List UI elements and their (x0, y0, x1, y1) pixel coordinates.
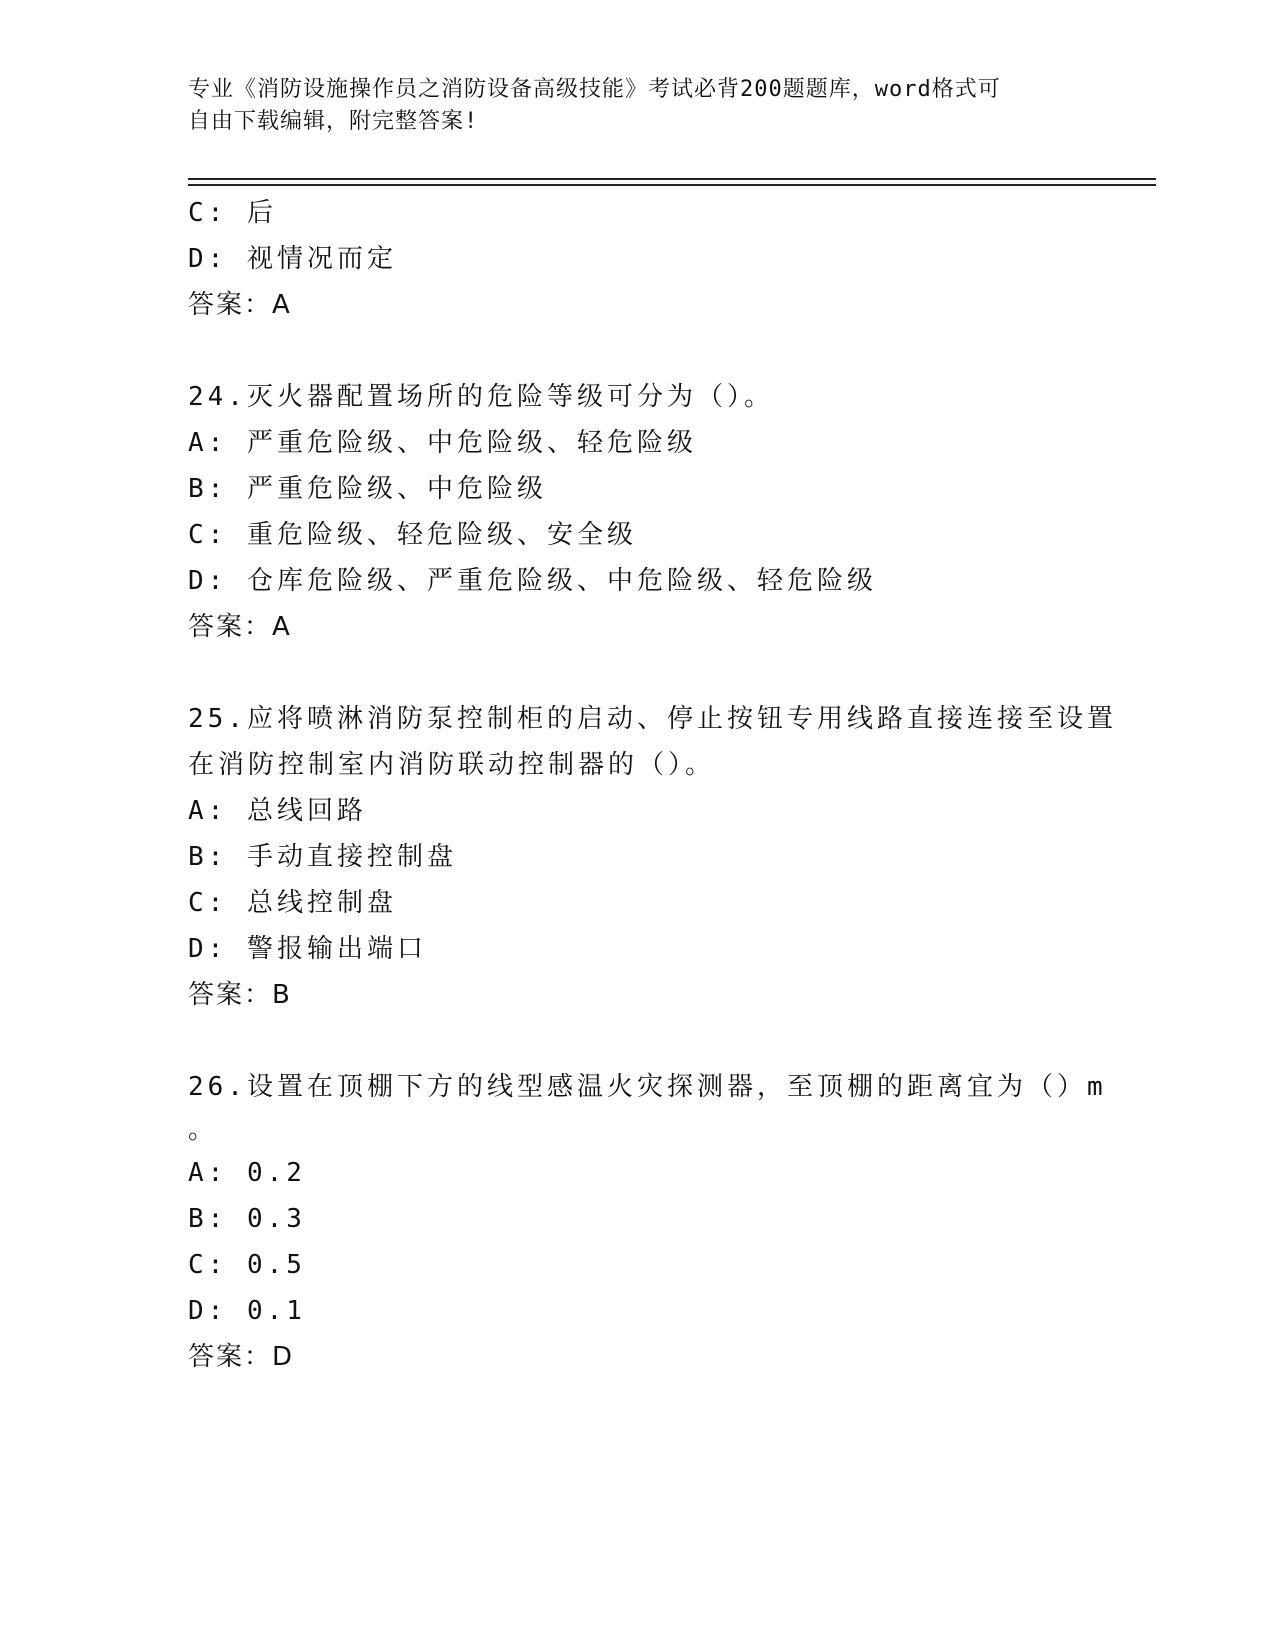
option-c: C: 重危险级、轻危险级、安全级 (188, 520, 637, 550)
option-d: D: 视情况而定 (188, 244, 397, 274)
option-a: A: 严重危险级、中危险级、轻危险级 (188, 428, 697, 458)
header-line-2: 自由下载编辑，附完整答案! (188, 109, 479, 134)
question-24 (188, 374, 1088, 650)
question-stem: 24.灭火器配置场所的危险等级可分为（）。 (188, 382, 774, 412)
question-23-continued (188, 190, 1088, 328)
header-divider-top (188, 178, 1156, 180)
option-c: C: 总线控制盘 (188, 888, 397, 918)
question-26 (188, 1064, 1107, 1380)
option-a: A: 总线回路 (188, 796, 367, 826)
question-stem-line-2: 。 (188, 1115, 219, 1145)
answer-line: 答案：A (188, 290, 292, 320)
question-25 (188, 696, 1117, 1018)
option-c: C: 0.5 (188, 1250, 306, 1280)
spacer (188, 1018, 1088, 1064)
answer-line: 答案：D (188, 1342, 295, 1372)
option-c: C: 后 (188, 198, 277, 228)
option-a: A: 0.2 (188, 1158, 306, 1188)
question-list (188, 190, 1117, 1380)
spacer (188, 328, 1088, 374)
option-b: B: 严重危险级、中危险级 (188, 474, 547, 504)
option-d: D: 警报输出端口 (188, 934, 427, 964)
answer-line: 答案：B (188, 980, 292, 1010)
question-stem-line-2: 在消防控制室内消防联动控制器的（）。 (188, 750, 716, 780)
document-header (188, 74, 1088, 138)
answer-line: 答案：A (188, 612, 292, 642)
header-divider-bottom (188, 184, 1156, 186)
option-b: B: 手动直接控制盘 (188, 842, 457, 872)
question-stem-line-1: 25.应将喷淋消防泵控制柜的启动、停止按钮专用线路直接连接至设置 (188, 704, 1117, 734)
option-d: D: 0.1 (188, 1296, 306, 1326)
option-d: D: 仓库危险级、严重危险级、中危险级、轻危险级 (188, 566, 877, 596)
question-stem-line-1: 26.设置在顶棚下方的线型感温火灾探测器，至顶棚的距离宜为（）m (188, 1072, 1107, 1102)
option-b: B: 0.3 (188, 1204, 306, 1234)
header-line-1: 专业《消防设施操作员之消防设备高级技能》考试必背200题题库，word格式可 (188, 77, 1001, 102)
spacer (188, 650, 1088, 696)
